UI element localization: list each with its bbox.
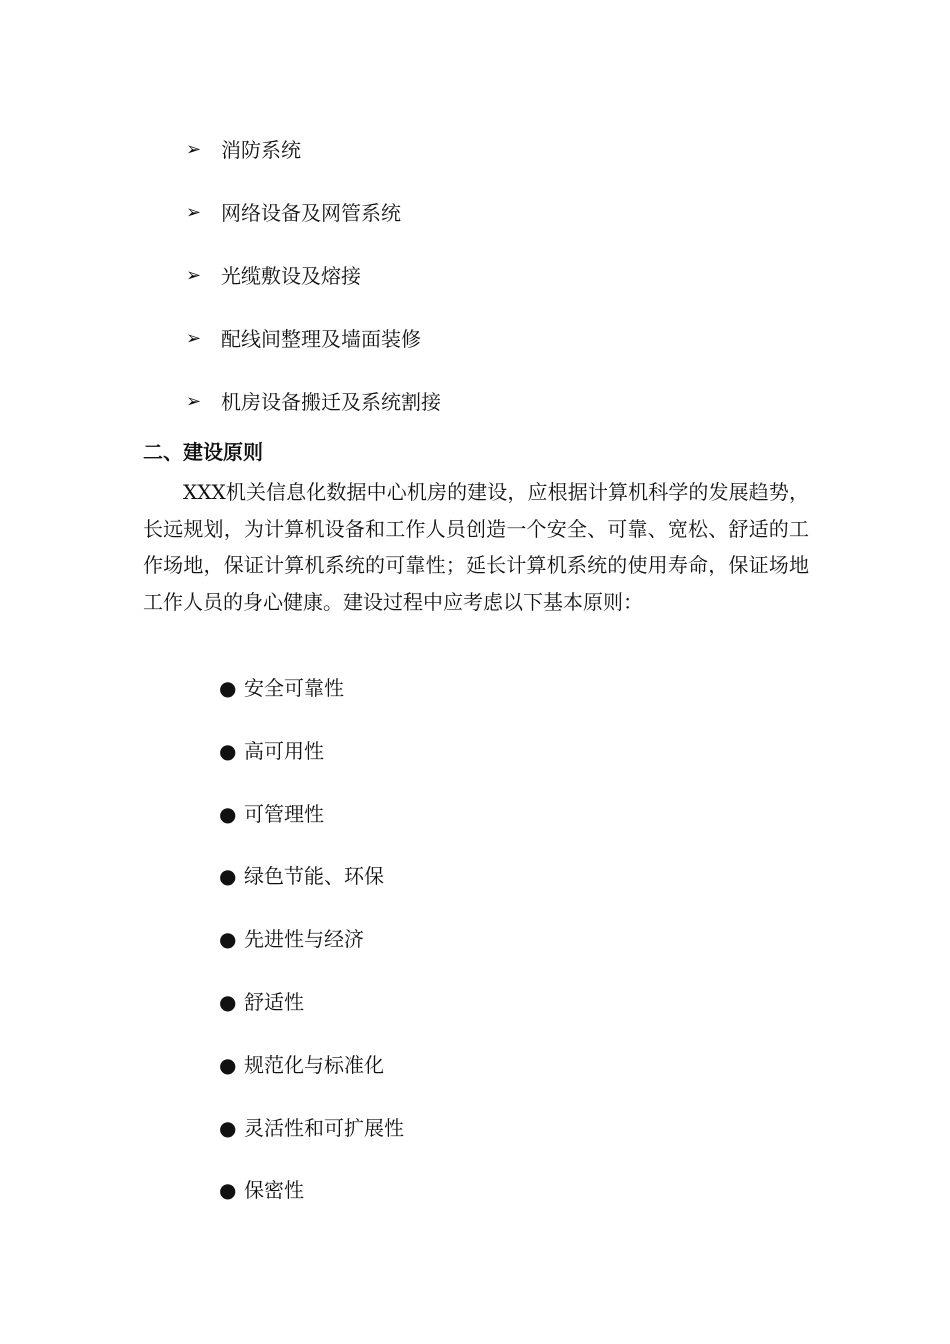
- list-item-text: 配线间整理及墙面装修: [221, 327, 421, 351]
- list-item-text: 安全可靠性: [244, 676, 344, 700]
- list-item: [186, 130, 441, 193]
- dot-bullet-icon: ●: [219, 676, 237, 700]
- list-item: [219, 1170, 404, 1233]
- dot-bullet-icon: ●: [219, 1115, 237, 1140]
- arrow-bullet-icon: ➢: [186, 265, 202, 286]
- dot-bullet-icon: ●: [219, 1052, 237, 1077]
- dot-bullet-icon: ●: [219, 864, 237, 889]
- list-item: [219, 668, 404, 731]
- dot-bullet-icon: ●: [219, 927, 237, 952]
- arrow-bullet-icon: ➢: [186, 391, 202, 412]
- dot-bullet-icon: ●: [219, 801, 237, 826]
- arrow-bullet-icon: ➢: [186, 328, 202, 349]
- scope-list: [186, 130, 441, 445]
- list-item: [219, 982, 404, 1045]
- list-item: [186, 319, 441, 382]
- section-heading: 二、建设原则: [143, 440, 263, 464]
- list-item-text: 高可用性: [244, 738, 324, 763]
- list-item-text: 光缆敷设及熔接: [221, 264, 361, 288]
- principles-list: [219, 668, 404, 1233]
- list-item: [219, 731, 404, 794]
- arrow-bullet-icon: ➢: [186, 139, 202, 160]
- list-item-text: 保密性: [244, 1178, 304, 1203]
- body-paragraph: XXX机关信息化数据中心机房的建设，应根据计算机科学的发展趋势，长远规划，为计算机设备和工作人员创造一个安全、可靠、宽松、舒适的工作场地，保证计算机系统的可靠性；延长计算机系统的使用寿命，保证场地工作人员的身心健康。建设过程中应考虑以下基本原则：: [143, 480, 809, 614]
- list-item: [219, 919, 404, 982]
- dot-bullet-icon: ●: [219, 738, 237, 763]
- list-item-text: 网络设备及网管系统: [221, 201, 401, 225]
- dot-bullet-icon: ●: [219, 989, 237, 1014]
- list-item-text: 机房设备搬迁及系统割接: [221, 390, 441, 414]
- list-item: [186, 193, 441, 256]
- list-item-text: 舒适性: [244, 989, 304, 1014]
- list-item-text: 消防系统: [221, 138, 301, 162]
- arrow-bullet-icon: ➢: [186, 202, 202, 223]
- list-item: [219, 794, 404, 857]
- list-item-text: 规范化与标准化: [244, 1052, 384, 1077]
- list-item-text: 先进性与经济: [244, 927, 364, 952]
- list-item-text: 灵活性和可扩展性: [244, 1115, 404, 1140]
- list-item: [186, 256, 441, 319]
- dot-bullet-icon: ●: [219, 1178, 237, 1203]
- list-item: [219, 1108, 404, 1171]
- list-item-text: 可管理性: [244, 801, 324, 826]
- list-item-text: 绿色节能、环保: [244, 864, 384, 889]
- list-item: [219, 856, 404, 919]
- list-item: [219, 1045, 404, 1108]
